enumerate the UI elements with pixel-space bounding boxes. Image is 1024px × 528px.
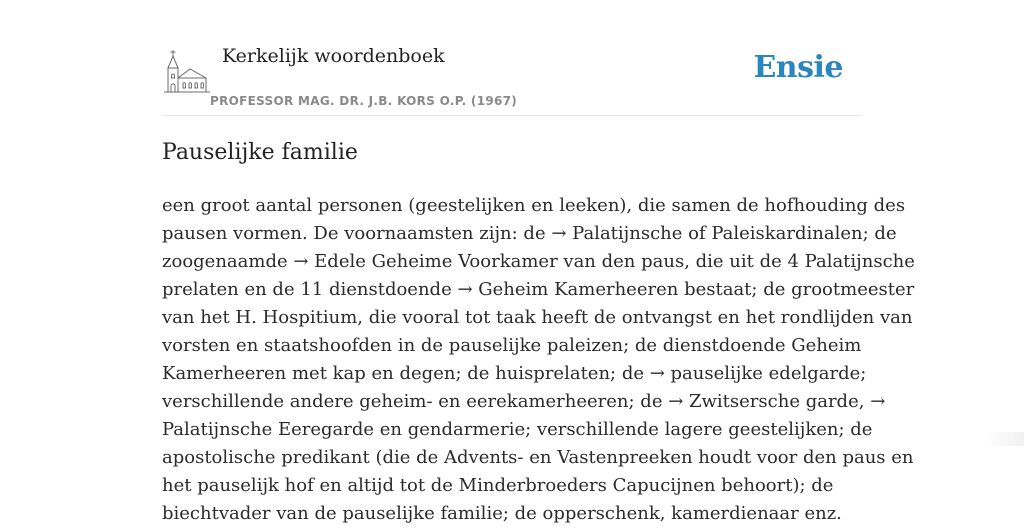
body-line: verschillende andere geheim- en eerekamerheeren; de → Zwitsersche garde, → [162, 391, 886, 412]
body-line: Kamerheeren met kap en degen; de huisprelaten; de → pauselijke edelgarde; [162, 363, 867, 384]
church-icon [164, 48, 210, 96]
cross-reference-link[interactable]: → pauselijke edelgarde [649, 363, 861, 384]
body-line: een groot aantal personen (geestelijken en leeken), die samen de hofhouding des [162, 195, 906, 216]
dictionary-author: PROFESSOR MAG. DR. J.B. KORS O.P. (1967) [210, 94, 518, 108]
content-container [162, 0, 915, 524]
body-line: prelaten en de 11 dienstdoende → Geheim Kamerheeren bestaat; de grootmeester [162, 279, 915, 300]
ensie-logo[interactable]: Ensie [753, 50, 843, 85]
entry-title: Pauselijke familie [162, 140, 358, 165]
entry-body [162, 192, 915, 528]
cross-reference-link[interactable]: → Geheim Kamerheeren [457, 279, 679, 300]
body-line: het pauselijk hof en altijd tot de Minderbroeders Capucijnen behoort); de [162, 475, 834, 496]
scroll-fade [984, 432, 1024, 446]
body-line: Palatijnsche Eeregarde en gendarmerie; verschillende lagere geestelijken; de [162, 419, 873, 440]
cross-reference-link[interactable]: → Zwitsersche garde [668, 391, 859, 412]
body-line: pausen vormen. De voornaamsten zijn: de → Palatijnsche of Paleiskardinalen; de [162, 223, 897, 244]
body-line: zoogenaamde → Edele Geheime Voorkamer van den paus, die uit de 4 Palatijnsche [162, 251, 915, 272]
cross-reference-link[interactable]: → Edele Geheime Voorkamer van den paus [293, 251, 685, 272]
cross-reference-link[interactable]: → Palatijnsche of Paleiskardinalen [551, 223, 863, 244]
body-line: biechtvader van de pauselijke familie; de opperschenk, kamerdienaar enz. [162, 503, 842, 524]
cross-reference-link[interactable]: Palatijnsche Eeregarde en gendarmerie [162, 419, 526, 440]
body-line: apostolische predikant (die de Advents- en Vastenpreeken houdt voor den paus en [162, 447, 914, 468]
entry-header [162, 0, 862, 116]
dictionary-title[interactable]: Kerkelijk woordenboek [222, 45, 445, 67]
body-line: vorsten en staatshoofden in de pauselijke paleizen; de dienstdoende Geheim [162, 335, 862, 356]
cross-reference-link[interactable]: → [870, 391, 886, 412]
body-line: van het H. Hospitium, die vooral tot taak heeft de ontvangst en het rondlijden van [162, 307, 913, 328]
